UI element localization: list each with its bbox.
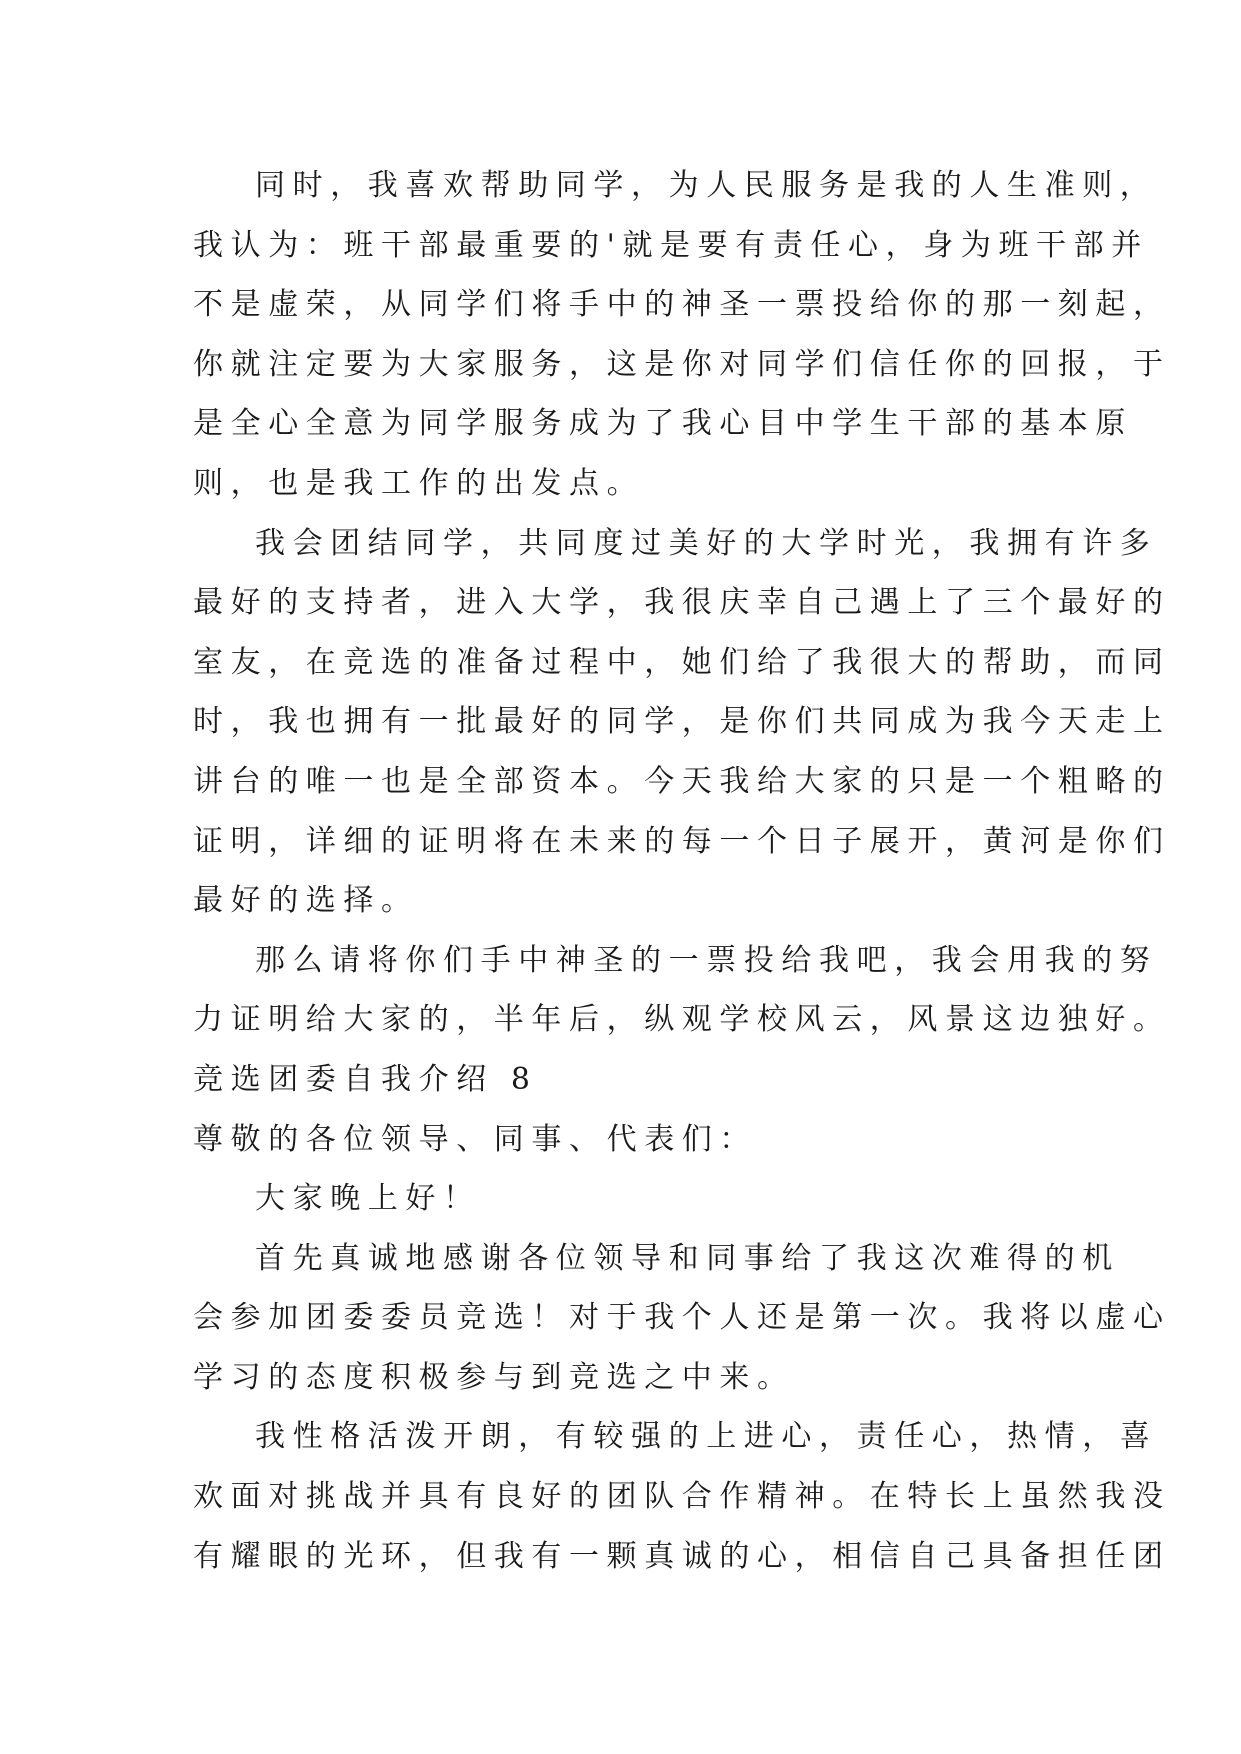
text-line: 同时，我喜欢帮助同学，为人民服务是我的人生准则， <box>255 168 1158 203</box>
text-line: 则，也是我工作的出发点。 <box>193 465 645 501</box>
text-line: 你就注定要为大家服务，这是你对同学们信任你的回报，于 <box>193 346 1171 382</box>
text-line: 欢面对挑战并具有良好的团队合作精神。在特长上虽然我没 <box>193 1479 1171 1515</box>
text-line: 那么请将你们手中神圣的一票投给我吧，我会用我的努 <box>255 942 1158 978</box>
text-line: 学习的态度积极参与到竞选之中来。 <box>193 1359 795 1395</box>
text-line: 我性格活泼开朗，有较强的上进心，责任心，热情，喜 <box>255 1419 1158 1455</box>
text-line: 最好的选择。 <box>193 883 419 919</box>
section-heading: 竞选团委自我介绍 8 <box>193 1061 538 1097</box>
text-line: 室友，在竞选的准备过程中，她们给了我很大的帮助，而同 <box>193 644 1171 680</box>
text-line: 有耀眼的光环，但我有一颗真诚的心，相信自己具备担任团 <box>193 1538 1171 1574</box>
document-body <box>193 156 1171 1586</box>
text-line: 我会团结同学，共同度过美好的大学时光，我拥有许多 <box>255 525 1158 561</box>
salutation: 尊敬的各位领导、同事、代表们： <box>193 1121 757 1157</box>
text-line: 是全心全意为同学服务成为了我心目中学生干部的基本原 <box>193 406 1133 442</box>
text-line: 时，我也拥有一批最好的同学，是你们共同成为我今天走上 <box>193 704 1171 740</box>
text-line: 证明，详细的证明将在未来的每一个日子展开，黄河是你们 <box>193 823 1171 859</box>
text-line: 力证明给大家的，半年后，纵观学校风云，风景这边独好。 <box>193 1002 1171 1038</box>
text-line: 最好的支持者，进入大学，我很庆幸自己遇上了三个最好的 <box>193 585 1171 621</box>
greeting: 大家晚上好！ <box>255 1181 481 1217</box>
text-line: 我认为：班干部最重要的'就是要有责任心，身为班干部并 <box>193 227 1149 263</box>
text-line: 讲台的唯一也是全部资本。今天我给大家的只是一个粗略的 <box>193 763 1171 799</box>
text-line: 首先真诚地感谢各位领导和同事给了我这次难得的机 <box>255 1240 1120 1276</box>
text-line: 不是虚荣，从同学们将手中的神圣一票投给你的那一刻起， <box>193 287 1171 323</box>
text-line: 会参加团委委员竞选！对于我个人还是第一次。我将以虚心 <box>193 1300 1171 1336</box>
